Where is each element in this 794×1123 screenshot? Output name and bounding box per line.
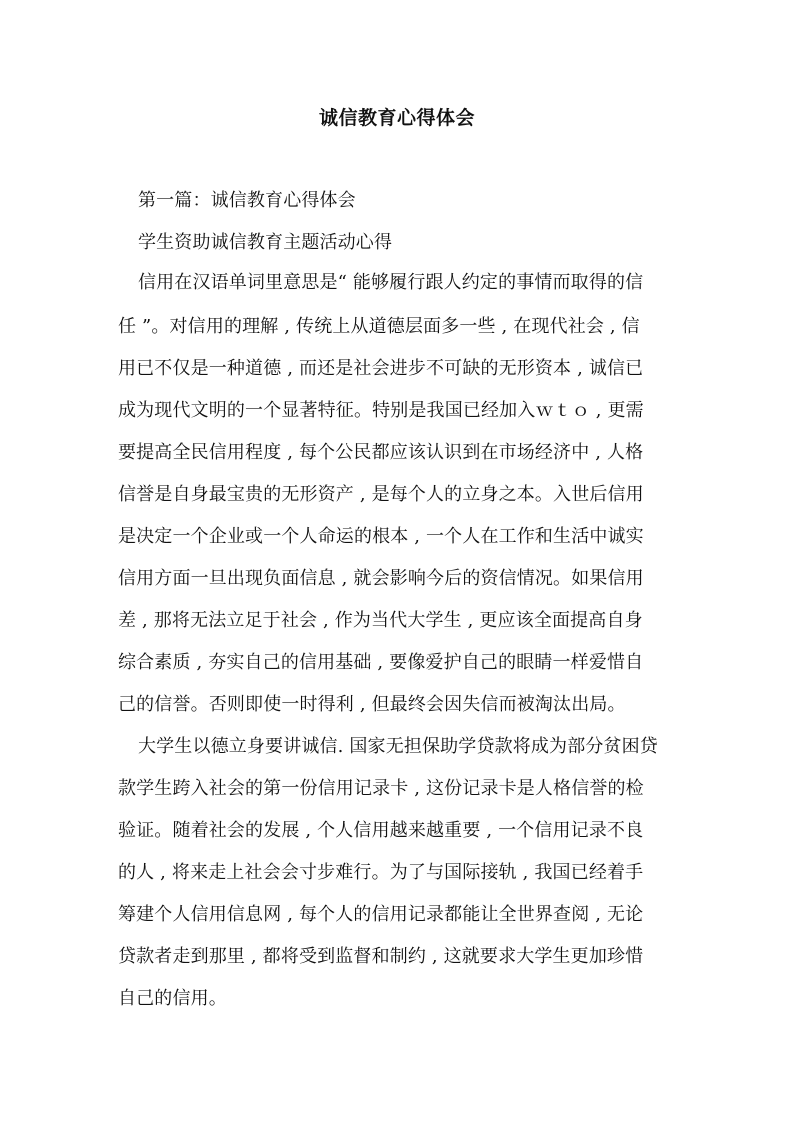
paragraph-2-line-1: 大学生以德立身要讲诚信. 国家无担保助学贷款将成为部分贫困贷 — [138, 736, 658, 757]
paragraph-2-line-6: 贷款者走到那里 , 都将受到监督和制约 , 这就要求大学生更加珍惜 — [118, 946, 644, 967]
paragraph-1-line-7: 是决定一个企业或一个人命运的根本 , 一个人在工作和生活中诚实 — [118, 526, 644, 547]
document-title: 诚信教育心得体会 — [318, 107, 475, 129]
paragraph-1-line-8: 信用方面一旦出现负面信息 , 就会影响今后的资信情况。如果信用 — [118, 568, 644, 589]
section-heading: 第一篇：诚信教育心得体会 — [138, 190, 356, 211]
paragraph-1-line-1: 信用在汉语单词里意思是“ 能够履行跟人约定的事情而取得的信 — [138, 272, 644, 293]
paragraph-2-line-2: 款学生跨入社会的第一份信用记录卡 , 这份记录卡是人格信誉的检 — [118, 778, 644, 799]
paragraph-1-line-4: 成为现代文明的一个显著特征。特别是我国已经加入ｗｔｏ , 更需 — [118, 400, 644, 421]
paragraph-2-line-3: 验证。随着社会的发展 , 个人信用越来越重要 , 一个信用记录不良 — [118, 820, 644, 841]
paragraph-2-line-5: 筹建个人信用信息网 , 每个人的信用记录都能让全世界查阅 , 无论 — [118, 904, 644, 925]
paragraph-2-line-4: 的人 , 将来走上社会会寸步难行。为了与国际接轨 , 我国已经着手 — [118, 862, 644, 883]
paragraph-2-line-7: 自己的信用。 — [118, 988, 227, 1009]
paragraph-1-line-10: 综合素质 , 夯实自己的信用基础 , 要像爱护自己的眼睛一样爱惜自 — [118, 652, 644, 673]
subheading: 学生资助诚信教育主题活动心得 — [138, 232, 393, 253]
paragraph-1-line-2: 任 ”。对信用的理解 , 传统上从道德层面多一些 , 在现代社会 , 信 — [118, 316, 640, 337]
paragraph-1-line-11: 己的信誉。否则即使一时得利 , 但最终会因失信而被淘汰出局。 — [118, 694, 626, 715]
paragraph-1-line-6: 信誉是自身最宝贵的无形资产 , 是每个人的立身之本。入世后信用 — [118, 484, 644, 505]
paragraph-1-line-9: 差 , 那将无法立足于社会 , 作为当代大学生 , 更应该全面提高自身 — [118, 610, 643, 631]
paragraph-1-line-3: 用已不仅是一种道德 , 而还是社会进步不可缺的无形资本 , 诚信已 — [118, 358, 644, 379]
paragraph-1-line-5: 要提高全民信用程度 , 每个公民都应该认识到在市场经济中 , 人格 — [118, 442, 644, 463]
